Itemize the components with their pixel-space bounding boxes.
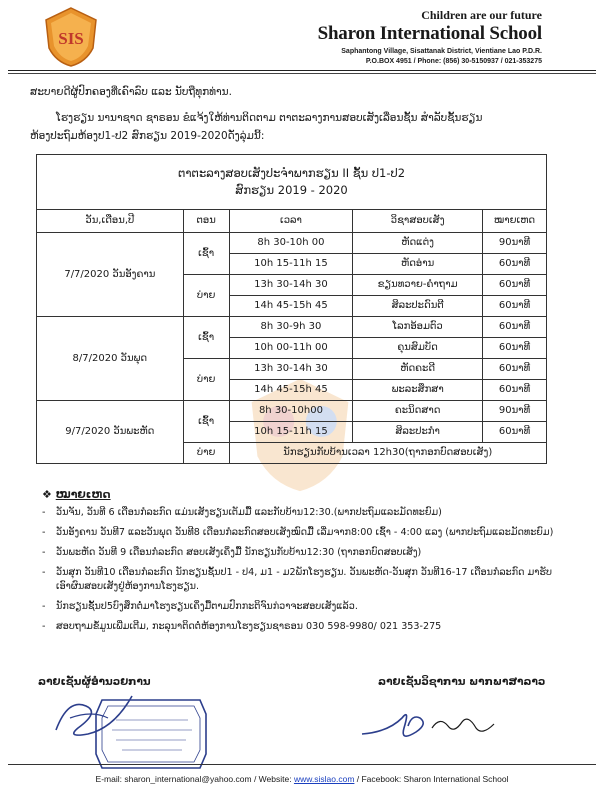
school-logo (40, 6, 102, 68)
greeting-text: ສະບາຍດີຜູ້ປົກຄອງທີ່ເຄົາລົບ ແລະ ນັບຖືທຸກທ່ານ. (30, 86, 232, 98)
list-item: - ວັນສຸກ ວັນທີ10 ເດືອນກໍລະກົດ ນັກຮຽນຊັ້ນປ1 - ປ4, ມ1 - ມ2ພັກໂຮງຮຽນ. ວັນພະຫັດ-ວັນສຸກ ວັນທີ16-17 ເດືອນກໍລະກົດ ມາຮັບເອົາຜົນສອບເສັງຢູ່ຫ້ອງການໂຮງຮຽນ. (42, 567, 552, 592)
duration-cell: 60ນາທີ (483, 274, 547, 295)
website-link[interactable]: www.sislao.com (293, 774, 355, 784)
list-item: - ວັນອັງຄານ ວັນທີ7 ແລະວັນພຸດ ວັນທີ8 ເດືອນກໍລະກົດສອບເສັງໝົດມື້ ເລີ່ມຈາກ8:00 ເຊົ້າ - 4:00 ແລງ (ພາກປະຖົມແລະມັດທະຍົມ) (42, 527, 554, 538)
footer-email-label: E-mail: (95, 774, 125, 784)
time-cell: 8h 30-9h 30 (229, 316, 353, 337)
table-row (37, 316, 547, 337)
time-cell: 8h 30-10h00 (229, 400, 353, 421)
footer-website-label: / Website: (251, 774, 294, 784)
period-cell: ເຊົ້າ (183, 400, 229, 442)
academic-signature (358, 698, 508, 748)
time-cell: 14h 45-15h 45 (229, 295, 353, 316)
list-item: - ວັນພະຫັດ ວັນທີ 9 ເດືອນກໍລະກົດ ສອບເສັງເຄິ່ງມື້ ນັກຮຽນກັບບ້ານ12:30 (ຖາກອກບົດສອບເສັງ) (42, 547, 422, 558)
note-text: ວັນພະຫັດ ວັນທີ 9 ເດືອນກໍລະກົດ ສອບເສັງເຄິ່ງມື້ ນັກຮຽນກັບບ້ານ12:30 (ຖາກອກບົດສອບເສັງ) (56, 547, 422, 558)
director-signature-label: ລາຍເຊັນຜູ້ອຳນວຍການ (38, 676, 151, 688)
note-text: ວັນອັງຄານ ວັນທີ7 ແລະວັນພຸດ ວັນທີ8 ເດືອນກໍລະກົດສອບເສັງໝົດມື້ ເລີ່ມຈາກ8:00 ເຊົ້າ - 4:00 ແລງ (ພາກປະຖົມແລະມັດທະຍົມ) (56, 527, 554, 538)
table-title-line: ສົກຮຽນ 2019 - 2020 (235, 182, 348, 197)
duration-cell: 60ນາທີ (483, 253, 547, 274)
director-signature (48, 688, 138, 746)
table-title (37, 155, 547, 210)
footer-facebook: / Facebook: Sharon International School (354, 774, 509, 784)
duration-cell: 60ນາທີ (483, 421, 547, 442)
note-text: ວັນຈັນ, ວັນທີ 6 ເດືອນກໍລະກົດ ແມ່ນເສັງຮຽນເຕັມມື້ ແລະກັບບ້ານ12:30.(ພາກປະຖົມແລະມັດທະຍົມ) (56, 507, 442, 518)
column-header: ເວລາ (229, 209, 353, 232)
note-text: ວັນສຸກ ວັນທີ10 ເດືອນກໍລະກົດ ນັກຮຽນຊັ້ນປ1 - ປ4, ມ1 - ມ2ພັກໂຮງຮຽນ. ວັນພະຫັດ-ວັນສຸກ ວັນທີ16-17 ເດືອນກໍລະກົດ ມາຮັບເອົາຜົນສອບເສັງຢູ່ຫ້ອງການໂຮງຮຽນ. (56, 567, 552, 592)
notes-title: ໝາຍເຫດ (55, 488, 111, 501)
header-divider (8, 70, 596, 71)
academic-signature-label: ລາຍເຊັນວິຊາການ ພາກພາສາລາວ (378, 676, 546, 688)
address-line: Saphantong Village, Sisattanak District, Vientiane Lao P.D.R. (341, 48, 542, 55)
subject-cell: ໂລກອ້ອມຕົວ (353, 316, 483, 337)
duration-cell: 90ນາທີ (483, 232, 547, 253)
diamond-bullet-icon: ❖ (42, 488, 52, 501)
afternoon-note-cell: ນັກຮຽນກັບບ້ານເວລາ 12h30(ຖາກອກບົດສອບເສັງ) (229, 442, 546, 463)
intro-text: ຫ້ອງປະຖົມຫ້ອງປ1-ປ2 ສົກຮຽນ 2019-2020ດັ່ງລຸ່ມນີ້: (30, 130, 265, 142)
school-address (341, 47, 542, 67)
school-name: Sharon International School (317, 23, 542, 44)
subject-cell: ສິລະປະກຳ (353, 421, 483, 442)
duration-cell: 60ນາທີ (483, 358, 547, 379)
duration-cell: 60ນາທີ (483, 337, 547, 358)
footer (0, 774, 604, 784)
time-cell: 10h 15-11h 15 (229, 421, 353, 442)
school-tagline: Children are our future (421, 8, 542, 22)
date-cell: 9/7/2020 ວັນພະຫັດ (37, 400, 184, 463)
duration-cell: 90ນາທີ (483, 400, 547, 421)
notes-list (42, 506, 562, 640)
subject-cell: ຫັດຄະດີ (353, 358, 483, 379)
table-row (37, 232, 547, 253)
duration-cell: 60ນາທີ (483, 295, 547, 316)
table-header-row (37, 209, 547, 232)
footer-email: sharon_international@yahoo.com (124, 774, 252, 784)
subject-cell: ພະລະສຶກສາ (353, 379, 483, 400)
intro-text: ໂຮງຮຽນ ນານາຊາດ ຊາຣອນ ຂໍແຈ້ງໃຫ້ທ່ານຕິດຕາມ ຕາຕະລາງການສອບເສັງເລື່ອນຊັ້ນ ສຳລັບຊັ້ນຮຽນ (56, 112, 483, 124)
note-text: ສອບຖາມຂໍ້ມູນເພີ່ມເຕີມ, ກະລຸນາຕິດຕໍ່ຫ້ອງການໂຮງຮຽນຊາຣອນ 030 598-9980/ 021 353-275 (56, 621, 442, 632)
column-header: ວັນ,ເດືອນ,ປີ (37, 209, 184, 232)
notes-heading (42, 488, 111, 501)
address-line: P.O.BOX 4951 / Phone: (856) 30-5150937 / 021-353275 (365, 58, 542, 65)
period-cell: ບ່າຍ (183, 274, 229, 316)
note-text: ນັກຮຽນຊັ້ນປ5ບົງສຶກຕໍ່ມາໂຮງຮຽນເຄິ່ງມື້ຕາມປົກກະຕິຈົນກ່ວາຈະສອບເສັງແລ້ວ. (56, 601, 358, 612)
time-cell: 13h 30-14h 30 (229, 274, 353, 295)
subject-cell: ຂຽນທວາຍ-ຄຳຖາມ (353, 274, 483, 295)
time-cell: 14h 45-15h 45 (229, 379, 353, 400)
subject-cell: ສິລະປະດົນຕີ (353, 295, 483, 316)
period-cell: ບ່າຍ (183, 442, 229, 463)
time-cell: 10h 15-11h 15 (229, 253, 353, 274)
svg-text:SIS: SIS (58, 29, 84, 48)
period-cell: ບ່າຍ (183, 358, 229, 400)
column-header: ຕອນ (183, 209, 229, 232)
footer-divider (8, 764, 596, 765)
table-row (37, 400, 547, 421)
date-cell: 8/7/2020 ວັນພຸດ (37, 316, 184, 400)
duration-cell: 60ນາທີ (483, 316, 547, 337)
subject-cell: ຫັດແຕ່ງ (353, 232, 483, 253)
table-title-line: ຕາຕະລາງສອບເສັງປະຈຳພາກຮຽນ II ຊັ້ນ ປ1-ປ2 (177, 165, 406, 180)
column-header: ວິຊາສອບເສັງ (353, 209, 483, 232)
duration-cell: 60ນາທີ (483, 379, 547, 400)
exam-schedule-table (36, 154, 547, 464)
subject-cell: ຄຸນສົມບັດ (353, 337, 483, 358)
period-cell: ເຊົ້າ (183, 232, 229, 274)
time-cell: 13h 30-14h 30 (229, 358, 353, 379)
time-cell: 10h 00-11h 00 (229, 337, 353, 358)
time-cell: 8h 30-10h 00 (229, 232, 353, 253)
subject-cell: ຫັດອ່ານ (353, 253, 483, 274)
list-item: - ສອບຖາມຂໍ້ມູນເພີ່ມເຕີມ, ກະລຸນາຕິດຕໍ່ຫ້ອງການໂຮງຮຽນຊາຣອນ 030 598-9980/ 021 353-275 (42, 621, 442, 632)
column-header: ໝາຍເຫດ (483, 209, 547, 232)
list-item: - ນັກຮຽນຊັ້ນປ5ບົງສຶກຕໍ່ມາໂຮງຮຽນເຄິ່ງມື້ຕາມປົກກະຕິຈົນກ່ວາຈະສອບເສັງແລ້ວ. (42, 601, 358, 612)
subject-cell: ຄະນິດສາດ (353, 400, 483, 421)
period-cell: ເຊົ້າ (183, 316, 229, 358)
list-item: - ວັນຈັນ, ວັນທີ 6 ເດືອນກໍລະກົດ ແມ່ນເສັງຮຽນເຕັມມື້ ແລະກັບບ້ານ12:30.(ພາກປະຖົມແລະມັດທະຍົມ) (42, 507, 442, 518)
header-divider (8, 73, 596, 74)
date-cell: 7/7/2020 ວັນອັງຄານ (37, 232, 184, 316)
